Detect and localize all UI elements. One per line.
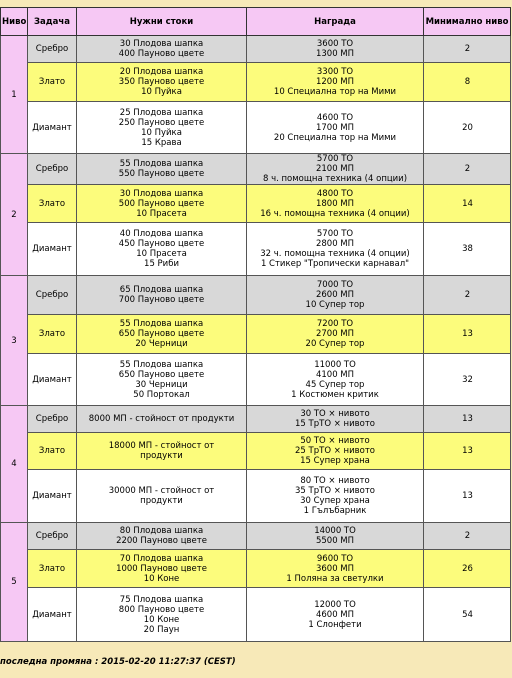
reward-line: 50 ТО × нивото	[300, 436, 370, 446]
item-line: 20 Черници	[135, 339, 188, 349]
items-cell	[77, 406, 247, 433]
reward-line: 30 Супер храна	[300, 496, 370, 506]
reward-cell	[247, 36, 424, 63]
item-line: 250 Пауново цвете	[118, 117, 205, 128]
reward-cell	[247, 588, 424, 642]
table-row	[1, 276, 511, 315]
task-cell: Злато	[28, 185, 77, 223]
item-line: 50 Портокал	[133, 389, 190, 400]
min-level-cell: 8	[424, 63, 511, 102]
level-cell: 3	[1, 276, 28, 406]
task-cell: Диамант	[28, 102, 77, 154]
table-row	[1, 315, 511, 354]
reward-line: 1 Слонфети	[308, 619, 362, 630]
task-cell: Диамант	[28, 223, 77, 276]
reward-line: 14000 ТО	[314, 526, 356, 536]
reward-cell	[247, 102, 424, 154]
reward-cell	[247, 433, 424, 470]
items-cell	[77, 523, 247, 550]
items-cell	[77, 185, 247, 223]
level-cell: 4	[1, 406, 28, 523]
min-level-cell: 13	[424, 470, 511, 523]
table-row	[1, 550, 511, 588]
items-cell	[77, 154, 247, 185]
item-line: 70 Плодова шапка	[119, 553, 204, 564]
min-level-cell: 2	[424, 36, 511, 63]
item-line: продукти	[140, 496, 183, 506]
item-line: 20 Плодова шапка	[119, 67, 204, 77]
table-row	[1, 185, 511, 223]
level-cell: 5	[1, 523, 28, 642]
table-row	[1, 223, 511, 276]
item-line: 30 Черници	[135, 379, 188, 390]
item-line: 350 Пауново цвете	[118, 77, 205, 87]
task-cell: Сребро	[28, 276, 77, 315]
reward-line: 5700 ТО	[316, 229, 354, 239]
task-cell: Злато	[28, 63, 77, 102]
item-line: 75 Плодова шапка	[119, 594, 204, 605]
reward-line: 4100 МП	[315, 369, 355, 380]
item-line: 800 Пауново цвете	[118, 604, 205, 615]
reward-line: 8 ч. помощна техника (4 опции)	[262, 174, 408, 184]
reward-line: 1700 МП	[315, 122, 355, 133]
task-cell: Сребро	[28, 36, 77, 63]
item-line: 65 Плодова шапка	[119, 285, 204, 295]
table-row	[1, 406, 511, 433]
reward-line: 32 ч. помощна техника (4 опции)	[260, 249, 410, 259]
items-cell	[77, 36, 247, 63]
reward-line: 7000 ТО	[316, 280, 354, 290]
reward-line: 10 Специална тор на Мими	[273, 87, 397, 97]
item-line: продукти	[140, 451, 183, 461]
task-cell: Злато	[28, 550, 77, 588]
reward-line: 25 ТрТО × нивото	[295, 446, 375, 456]
reward-cell	[247, 470, 424, 523]
reward-line: 4600 ТО	[316, 112, 354, 123]
reward-line: 3300 ТО	[316, 67, 354, 77]
reward-line: 1 Поляна за светулки	[286, 573, 384, 584]
header-min-level: Минимално ниво	[424, 8, 511, 36]
item-line: 55 Плодова шапка	[119, 359, 204, 370]
items-cell	[77, 588, 247, 642]
reward-line: 45 Супер тор	[305, 379, 365, 390]
reward-line: 1300 МП	[315, 49, 355, 59]
item-line: 10 Коне	[143, 573, 180, 584]
table-row	[1, 588, 511, 642]
item-line: 550 Пауново цвете	[118, 169, 205, 179]
item-line: 18000 МП - стойност от	[108, 441, 215, 451]
table-row	[1, 154, 511, 185]
item-line: 10 Прасета	[136, 208, 187, 219]
items-cell	[77, 433, 247, 470]
min-level-cell: 2	[424, 276, 511, 315]
reward-line: 15 ТрТО × нивото	[295, 419, 375, 429]
reward-line: 30 ТО × нивото	[300, 409, 370, 419]
reward-cell	[247, 223, 424, 276]
table-row	[1, 36, 511, 63]
reward-line: 20 Супер тор	[305, 339, 365, 349]
reward-line: 4600 МП	[315, 609, 355, 620]
item-line: 650 Пауново цвете	[118, 329, 205, 339]
reward-line: 2800 МП	[315, 239, 355, 249]
task-cell: Сребро	[28, 154, 77, 185]
min-level-cell: 13	[424, 406, 511, 433]
level-cell: 2	[1, 154, 28, 276]
item-line: 500 Пауново цвете	[118, 198, 205, 209]
task-cell: Диамант	[28, 354, 77, 406]
reward-cell	[247, 523, 424, 550]
header-items: Нужни стоки	[77, 8, 247, 36]
item-line: 450 Пауново цвете	[118, 239, 205, 249]
table-row	[1, 102, 511, 154]
min-level-cell: 13	[424, 315, 511, 354]
item-line: 15 Крава	[141, 137, 182, 148]
item-line: 650 Пауново цвете	[118, 369, 205, 380]
item-line: 1000 Пауново цвете	[116, 563, 207, 574]
min-level-cell: 2	[424, 154, 511, 185]
reward-line: 80 ТО × нивото	[300, 476, 370, 486]
item-line: 8000 МП - стойност от продукти	[88, 414, 235, 424]
table-body	[1, 36, 511, 642]
item-line: 55 Плодова шапка	[119, 319, 204, 329]
reward-cell	[247, 315, 424, 354]
table-row	[1, 433, 511, 470]
reward-cell	[247, 63, 424, 102]
level-cell: 1	[1, 36, 28, 154]
reward-line: 2100 МП	[315, 164, 355, 174]
min-level-cell: 13	[424, 433, 511, 470]
reward-line: 16 ч. помощна техника (4 опции)	[260, 208, 410, 219]
header-reward: Награда	[247, 8, 424, 36]
min-level-cell: 38	[424, 223, 511, 276]
reward-line: 35 ТрТО × нивото	[295, 486, 375, 496]
item-line: 30000 МП - стойност от	[108, 486, 215, 496]
reward-cell	[247, 276, 424, 315]
items-cell	[77, 223, 247, 276]
task-cell: Злато	[28, 315, 77, 354]
reward-line: 1 Костюмен критик	[291, 389, 379, 400]
item-line: 10 Пуйка	[141, 127, 182, 138]
min-level-cell: 2	[424, 523, 511, 550]
item-line: 80 Плодова шапка	[119, 526, 204, 536]
min-level-cell: 26	[424, 550, 511, 588]
min-level-cell: 54	[424, 588, 511, 642]
reward-cell	[247, 354, 424, 406]
item-line: 15 Риби	[144, 259, 179, 269]
item-line: 700 Пауново цвете	[118, 295, 205, 305]
items-cell	[77, 550, 247, 588]
item-line: 30 Плодова шапка	[119, 39, 204, 49]
items-cell	[77, 63, 247, 102]
reward-cell	[247, 185, 424, 223]
item-line: 10 Коне	[143, 614, 180, 625]
item-line: 25 Плодова шапка	[119, 107, 204, 118]
reward-line: 4800 ТО	[316, 188, 354, 199]
header-level: Ниво	[1, 8, 28, 36]
item-line: 2200 Пауново цвете	[116, 536, 207, 546]
task-cell: Диамант	[28, 470, 77, 523]
reward-line: 1800 МП	[315, 198, 355, 209]
reward-line: 5500 МП	[315, 536, 355, 546]
items-cell	[77, 315, 247, 354]
reward-line: 3600 МП	[315, 563, 355, 574]
table-row	[1, 470, 511, 523]
min-level-cell: 32	[424, 354, 511, 406]
min-level-cell: 20	[424, 102, 511, 154]
header-task: Задача	[28, 8, 77, 36]
item-line: 40 Плодова шапка	[119, 229, 204, 239]
reward-line: 11000 ТО	[314, 359, 356, 370]
reward-line: 12000 ТО	[314, 599, 356, 610]
reward-line: 20 Специална тор на Мими	[273, 132, 397, 143]
table-row	[1, 354, 511, 406]
reward-line: 10 Супер тор	[305, 300, 365, 310]
reward-cell	[247, 406, 424, 433]
task-cell: Диамант	[28, 588, 77, 642]
table-row	[1, 523, 511, 550]
reward-line: 1 Гълъбарник	[303, 506, 367, 516]
rewards-table	[0, 7, 511, 642]
reward-line: 15 Супер храна	[300, 456, 370, 466]
reward-line: 9600 ТО	[316, 553, 354, 564]
last-modified: последна промяна : 2015-02-20 11:27:37 (CEST)	[0, 657, 236, 667]
reward-line: 7200 ТО	[316, 319, 354, 329]
item-line: 400 Пауново цвете	[118, 49, 205, 59]
header-row	[1, 8, 511, 36]
reward-line: 3600 ТО	[316, 39, 354, 49]
item-line: 10 Пуйка	[141, 87, 182, 97]
items-cell	[77, 276, 247, 315]
reward-line: 1200 МП	[315, 77, 355, 87]
min-level-cell: 14	[424, 185, 511, 223]
item-line: 10 Прасета	[136, 249, 187, 259]
task-cell: Сребро	[28, 406, 77, 433]
reward-line: 5700 ТО	[316, 154, 354, 164]
reward-line: 1 Стикер "Тропически карнавал"	[260, 259, 410, 269]
reward-cell	[247, 154, 424, 185]
item-line: 20 Паун	[143, 624, 180, 635]
item-line: 30 Плодова шапка	[119, 188, 204, 199]
reward-line: 2700 МП	[315, 329, 355, 339]
task-cell: Сребро	[28, 523, 77, 550]
reward-cell	[247, 550, 424, 588]
items-cell	[77, 102, 247, 154]
table-row	[1, 63, 511, 102]
reward-line: 2600 МП	[315, 290, 355, 300]
items-cell	[77, 354, 247, 406]
item-line: 55 Плодова шапка	[119, 159, 204, 169]
items-cell	[77, 470, 247, 523]
task-cell: Злато	[28, 433, 77, 470]
